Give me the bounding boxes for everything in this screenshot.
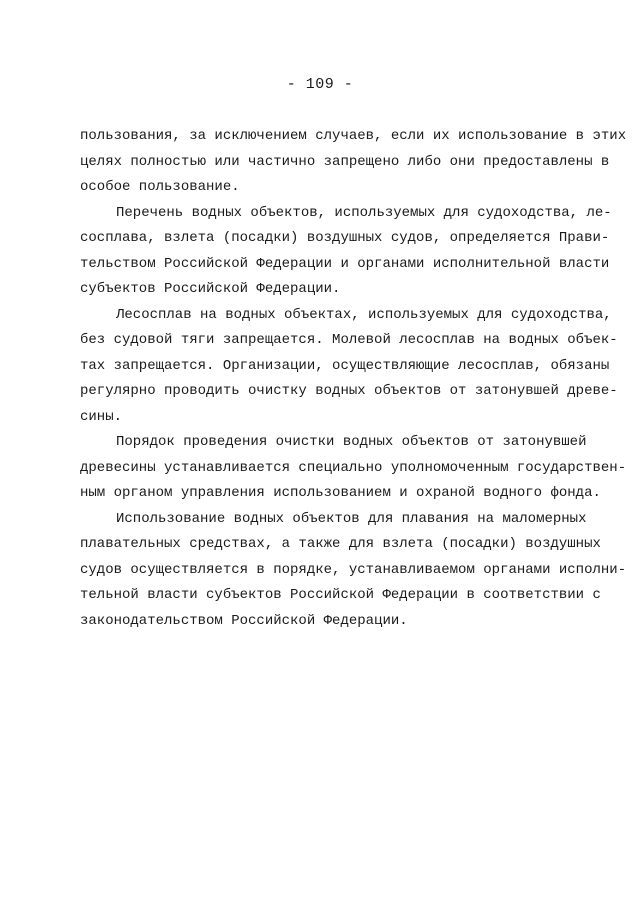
body-text: [80, 124, 627, 634]
text-line: Использование водных объектов для плавания на маломерных: [116, 510, 587, 527]
text-line: Лесосплав на водных объектах, используемых для судоходства,: [116, 306, 612, 323]
text-line: тах запрещается. Организации, осуществляющие лесосплав, обязаны: [80, 357, 610, 374]
paragraph-4: [80, 430, 627, 507]
text-line: тельной власти субъектов Российской Федерации в соответствии с: [80, 587, 601, 603]
paragraph-1: [80, 124, 627, 201]
text-line: законодательством Российской Федерации.: [80, 612, 408, 629]
text-line: тельством Российской Федерации и органами исполнительной власти: [80, 255, 610, 272]
text-line: плавательных средствах, а также для взлета (посадки) воздушных: [80, 536, 601, 552]
text-line: целях полностью или частично запрещено либо они предоставлены в: [80, 153, 610, 170]
text-line: сосплава, взлета (посадки) воздушных судов, определяется Прави-: [80, 230, 610, 246]
text-line: сины.: [80, 408, 123, 425]
text-line: без судовой тяги запрещается. Молевой лесосплав на водных объек-: [80, 332, 618, 348]
paragraph-2: [80, 201, 612, 303]
text-line: регулярно проводить очистку водных объектов от затонувшей древе-: [80, 383, 618, 399]
text-line: субъектов Российской Федерации.: [80, 281, 341, 297]
text-line: судов осуществляется в порядке, устанавливаемом органами исполни-: [80, 561, 627, 578]
paragraph-5: [80, 507, 627, 635]
text-line: пользования, за исключением случаев, если их использование в этих: [80, 128, 627, 144]
text-line: ным органом управления использованием и охраной водного фонда.: [80, 485, 601, 501]
paragraph-3: [80, 303, 618, 431]
text-line: древесины устанавливается специально уполномоченным государствен-: [80, 459, 627, 476]
text-line: Перечень водных объектов, используемых для судоходства, ле-: [116, 204, 612, 221]
page-number: - 109 -: [286, 76, 354, 93]
text-line: особое пользование.: [80, 179, 240, 195]
text-line: Порядок проведения очистки водных объектов от затонувшей: [116, 434, 587, 450]
